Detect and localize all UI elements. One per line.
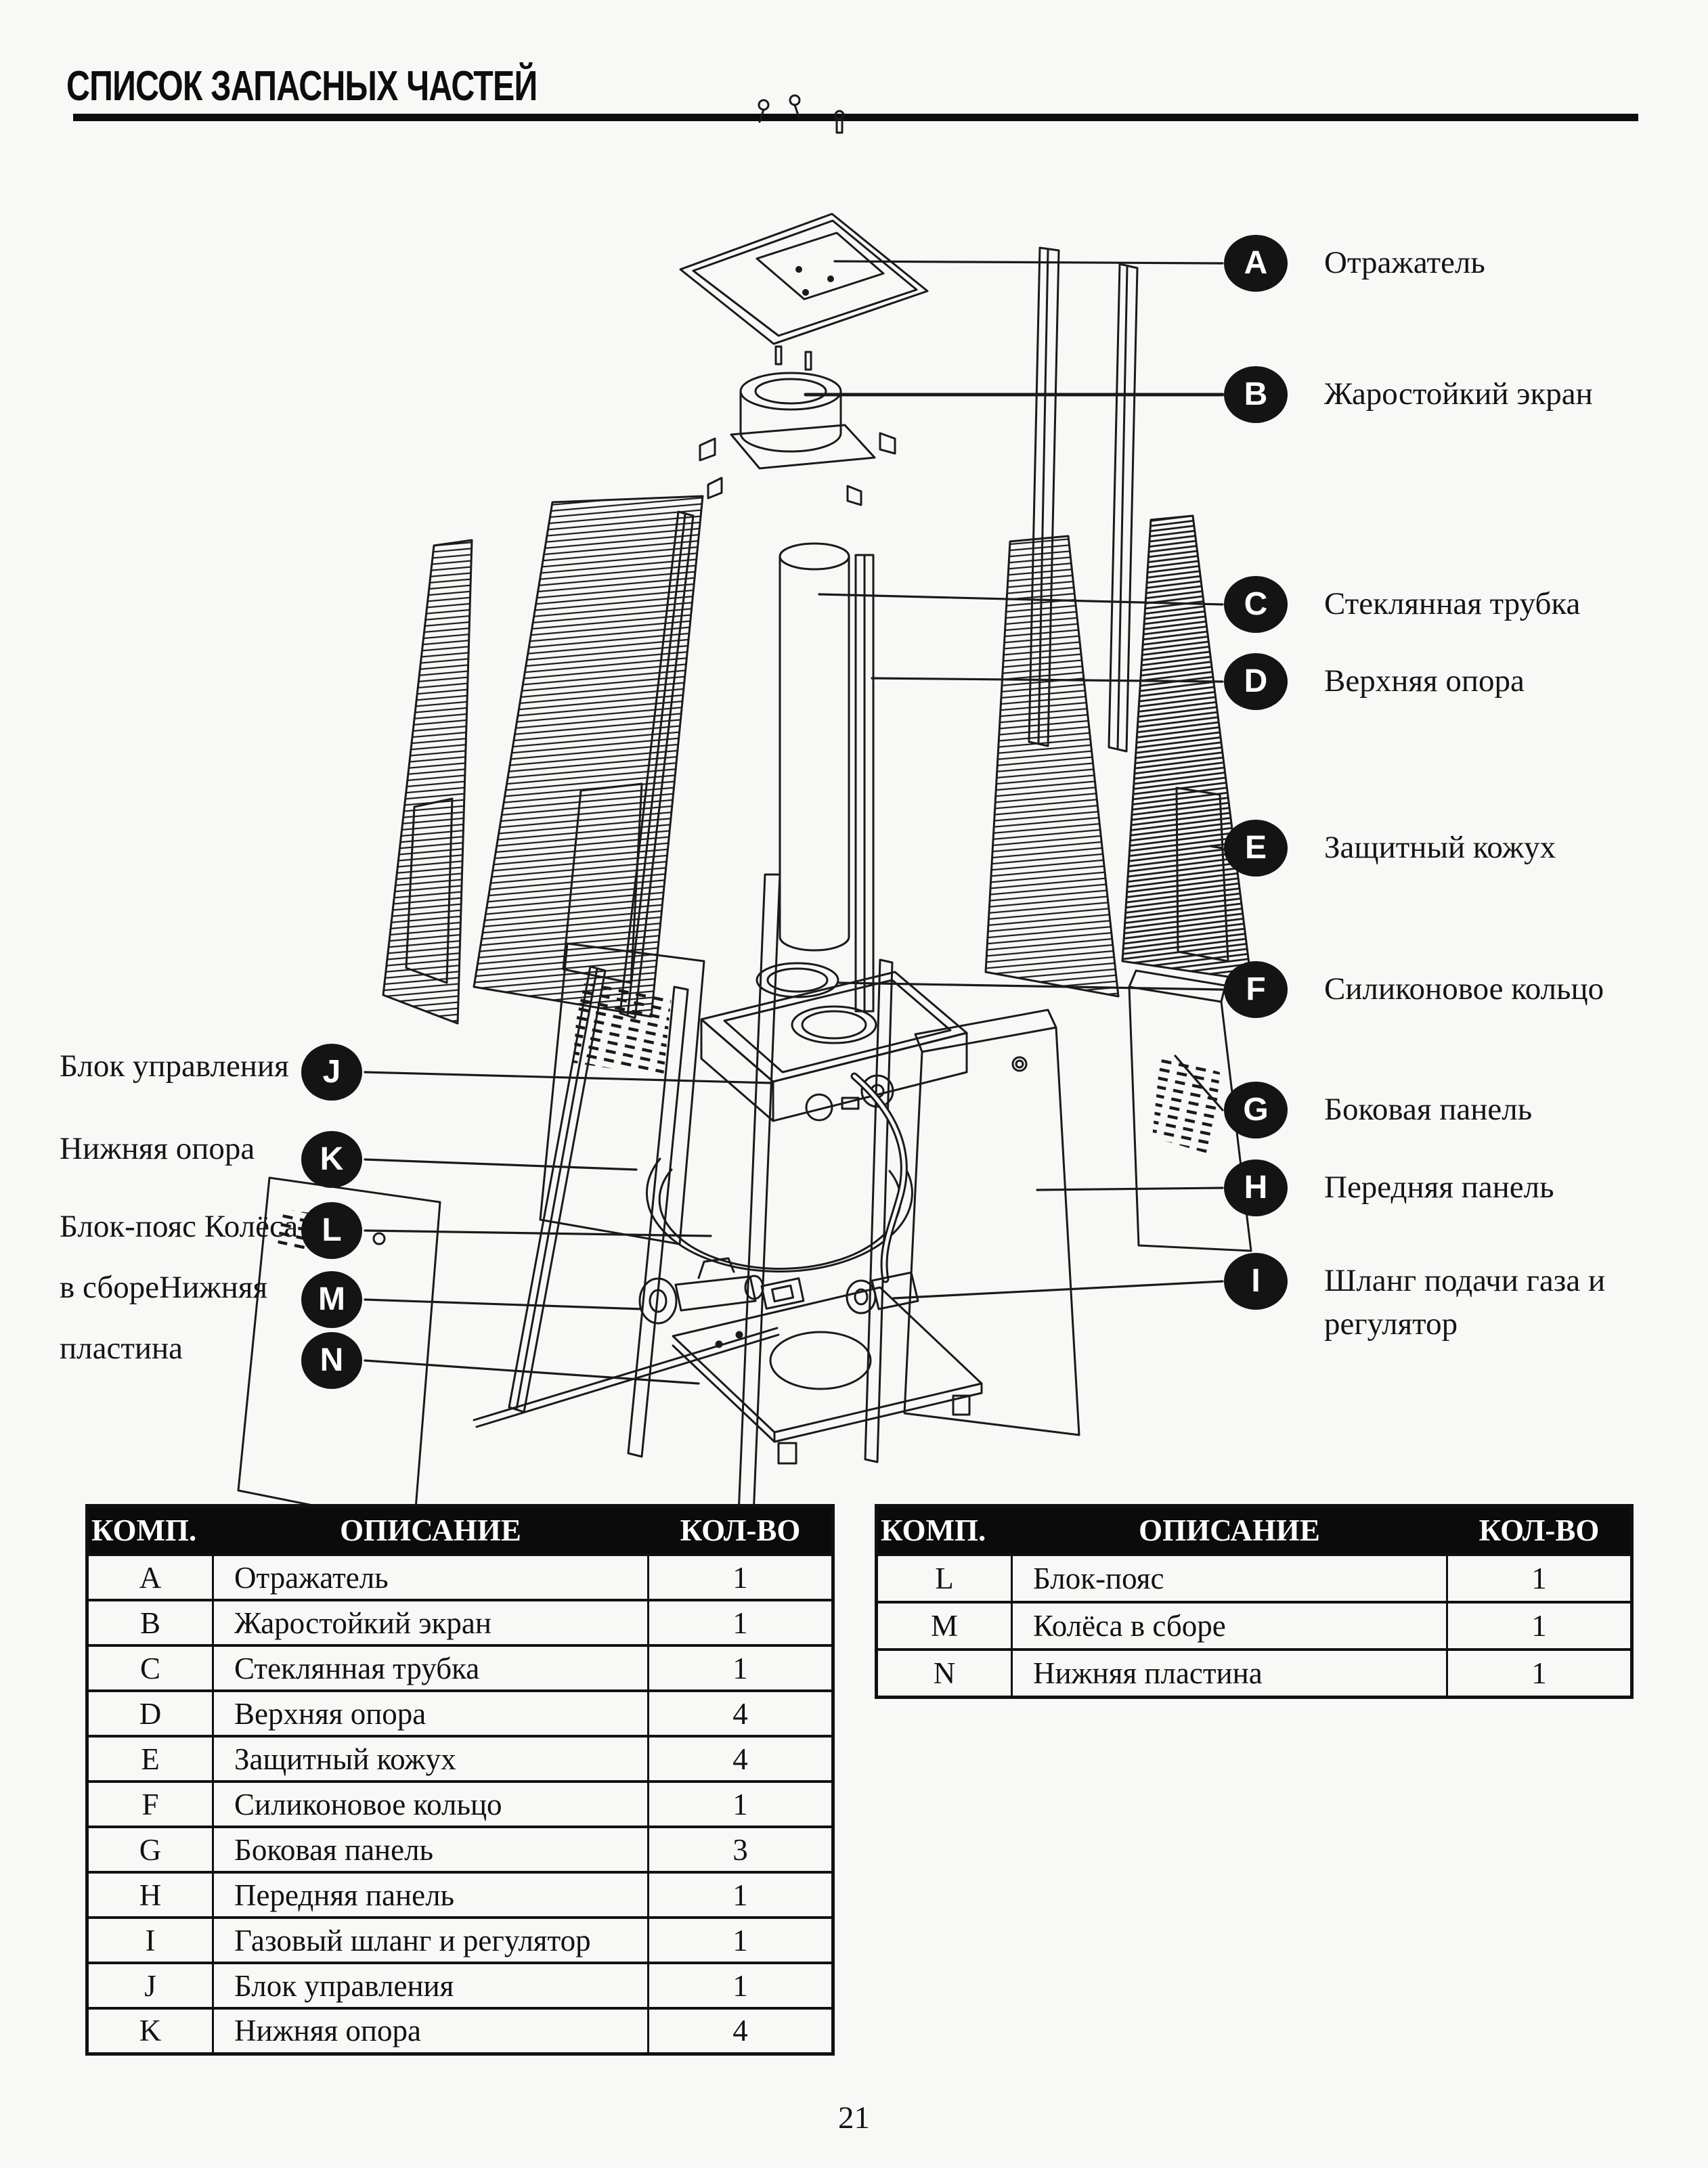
component-quantity: 1 <box>649 1555 833 1600</box>
page-title: СПИСОК ЗАПАСНЫХ ЧАСТЕЙ <box>66 63 538 110</box>
component-quantity: 1 <box>649 1600 833 1645</box>
screw-set-top <box>759 95 844 133</box>
component-quantity: 3 <box>649 1827 833 1872</box>
component-letter: F <box>87 1782 213 1827</box>
leader-line-l <box>365 1231 711 1236</box>
component-quantity: 1 <box>1447 1555 1632 1602</box>
callout-label-c: Стеклянная трубка <box>1324 586 1581 621</box>
callout-bubble-g: G <box>1224 1082 1288 1138</box>
component-description: Стеклянная трубка <box>213 1645 649 1691</box>
table-row <box>87 1827 833 1872</box>
leader-line-f <box>839 983 1223 990</box>
component-description: Нижняя пластина <box>1012 1650 1447 1697</box>
component-description: Верхняя опора <box>213 1691 649 1736</box>
page-number: 21 <box>838 2100 870 2136</box>
leader-line-m <box>365 1300 642 1309</box>
callout-bubble-f: F <box>1224 961 1288 1018</box>
left-callout-text-line-1: Блок управления <box>60 1048 289 1084</box>
left-callout-text-line-4: в сбореНижняя <box>60 1270 268 1305</box>
component-quantity: 4 <box>649 1691 833 1736</box>
callout-bubble-n: N <box>301 1332 362 1389</box>
component-letter: K <box>87 2008 213 2054</box>
leader-line-n <box>365 1360 699 1384</box>
col-header-component: КОМП. <box>87 1506 213 1555</box>
table-header-row <box>877 1506 1632 1555</box>
callout-bubble-e: E <box>1224 820 1288 877</box>
callout-bubble-m: M <box>301 1271 362 1328</box>
callout-bubble-k: K <box>301 1131 362 1188</box>
front-panel-part <box>904 1010 1079 1435</box>
component-quantity: 1 <box>1447 1650 1632 1697</box>
component-letter: E <box>87 1736 213 1782</box>
table-row <box>87 1918 833 1963</box>
parts-table-right <box>875 1504 1634 1699</box>
mesh-panel-left-outer <box>383 540 472 1023</box>
table-row <box>87 1872 833 1918</box>
component-quantity: 4 <box>649 1736 833 1782</box>
component-description: Силиконовое кольцо <box>213 1782 649 1827</box>
component-description: Защитный кожух <box>213 1736 649 1782</box>
table-row <box>877 1650 1632 1697</box>
left-callout-text-line-5: пластина <box>60 1331 183 1366</box>
component-quantity: 1 <box>649 1918 833 1963</box>
component-quantity: 1 <box>649 1872 833 1918</box>
component-description: Жаростойкий экран <box>213 1600 649 1645</box>
component-letter: G <box>87 1827 213 1872</box>
callout-label-i: Шланг подачи газа и регулятор <box>1324 1263 1606 1342</box>
bottom-plate-part <box>673 1287 982 1463</box>
table-header-row <box>87 1506 833 1555</box>
component-description: Отражатель <box>213 1555 649 1600</box>
col-header-quantity: КОЛ-ВО <box>1447 1506 1632 1555</box>
col-header-quantity: КОЛ-ВО <box>649 1506 833 1555</box>
callout-bubble-b: B <box>1224 366 1288 423</box>
component-letter: D <box>87 1691 213 1736</box>
component-quantity: 1 <box>1447 1602 1632 1650</box>
component-quantity: 1 <box>649 1782 833 1827</box>
glass-tube-part <box>780 544 849 950</box>
parts-table-left <box>85 1504 835 2056</box>
base-rail <box>474 1328 779 1427</box>
callout-label-b: Жаростойкий экран <box>1324 376 1593 412</box>
component-quantity: 1 <box>649 1963 833 2008</box>
silicone-ring-part <box>757 963 838 997</box>
mesh-panel-left-inner <box>474 496 703 1017</box>
table-row <box>87 1736 833 1782</box>
callout-bubble-l: L <box>301 1202 362 1259</box>
component-quantity: 4 <box>649 2008 833 2054</box>
callout-bubble-c: C <box>1224 576 1288 633</box>
callout-label-g: Боковая панель <box>1324 1092 1533 1127</box>
callout-label-f: Силиконовое кольцо <box>1324 971 1604 1006</box>
table-row <box>877 1602 1632 1650</box>
callout-bubble-i: I <box>1224 1253 1288 1310</box>
col-header-component: КОМП. <box>877 1506 1012 1555</box>
table-row <box>87 1555 833 1600</box>
component-quantity: 1 <box>649 1645 833 1691</box>
callout-label-d: Верхняя опора <box>1324 663 1525 699</box>
table-row <box>87 1645 833 1691</box>
callout-bubble-j: J <box>301 1044 362 1101</box>
left-callout-text-line-3: Блок-пояс Колёса <box>60 1209 299 1244</box>
control-box-part <box>701 972 967 1121</box>
table-row <box>87 2008 833 2054</box>
table-row <box>87 1963 833 2008</box>
component-letter: N <box>877 1650 1012 1697</box>
reflector-part <box>680 214 927 344</box>
component-letter: J <box>87 1963 213 2008</box>
callout-bubble-h: H <box>1224 1159 1288 1216</box>
table-row <box>877 1555 1632 1602</box>
heat-shield-part <box>700 347 895 505</box>
gas-hose-part <box>847 1076 918 1313</box>
component-description: Передняя панель <box>213 1872 649 1918</box>
component-description: Нижняя опора <box>213 2008 649 2054</box>
callout-label-e: Защитный кожух <box>1324 830 1556 865</box>
leader-line-i <box>894 1281 1223 1298</box>
component-description: Блок управления <box>213 1963 649 2008</box>
table-row <box>87 1691 833 1736</box>
col-header-description: ОПИСАНИЕ <box>1012 1506 1447 1555</box>
component-letter: H <box>87 1872 213 1918</box>
leader-line-k <box>365 1159 636 1170</box>
component-letter: A <box>87 1555 213 1600</box>
callout-bubble-a: A <box>1224 235 1288 292</box>
component-description: Колёса в сборе <box>1012 1602 1447 1650</box>
component-letter: I <box>87 1918 213 1963</box>
callout-label-h: Передняя панель <box>1324 1170 1554 1205</box>
component-letter: M <box>877 1602 1012 1650</box>
col-header-description: ОПИСАНИЕ <box>213 1506 649 1555</box>
component-letter: L <box>877 1555 1012 1602</box>
component-letter: C <box>87 1645 213 1691</box>
callout-label-a: Отражатель <box>1324 245 1485 280</box>
component-description: Боковая панель <box>213 1827 649 1872</box>
table-row <box>87 1600 833 1645</box>
component-description: Газовый шланг и регулятор <box>213 1918 649 1963</box>
component-description: Блок-пояс <box>1012 1555 1447 1602</box>
left-callout-text-line-2: Нижняя опора <box>60 1131 255 1166</box>
callout-bubble-d: D <box>1224 653 1288 710</box>
component-letter: B <box>87 1600 213 1645</box>
table-row <box>87 1782 833 1827</box>
